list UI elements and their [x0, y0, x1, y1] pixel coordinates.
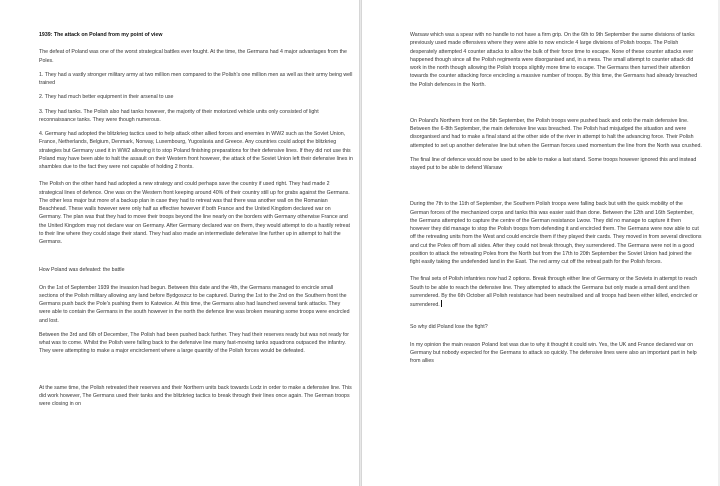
final-line-paragraph: The final line of defence would now be used to be able to make a last stand. Some troops however ignored this and instead stayed put to be able to defend Warsaw [410, 156, 697, 171]
advantage-2: 2. They had much better equipment in their arsenal to use [39, 94, 174, 101]
intro-paragraph: The defeat of Poland was one of the worst strategical battles ever fought. At the time, the Germans had 4 major advantages from the Poles. [39, 49, 347, 64]
battle-section-heading: How Poland was defeated: the battle [39, 267, 125, 274]
northern-front-paragraph: On Poland's Northern front on the 5th September, the Polish troops were pushed back and onto the main defensive line. Between the 6-8th September, the main defensive line was breached. The Polish had misjudged the situation and were disorganised and had to make a final stand at the other side of the river in attempt to halt the advancing force. Their Polish attempted to set up another defensive line but when the German forces used momentum the line from the North was crushed. [410, 117, 702, 149]
southern-front-paragraph: During the 7th to the 11th of September, the Southern Polish troops were falling back but with the quick mobility of the German forces of the mechanized corps and tanks this was easier said than done. Between the 12th and 16th September, the Germans attempted to capture the centre of the German resistance Lwow. They did no manage to capture it then however they did manage to stop the Polish troops from defending it and encircled them. The Germans were now able to cut off the retreating units from the West and could encircle them if they played their cards. They moved in from several directions and cut the Poles off from all sides. After they could not break through, they surrendered. The Germans were not in a good position to attack the retreating Poles from the North but from the 17th to 20th September the Soviet Union had joined the fight easily taking the undefended land in the East. The red army cut off the retreat path for the Polish forces. [410, 201, 702, 265]
opinion-paragraph: In my opinion the main reason Poland lost was due to why it thought it could win. Yes, the UK and France declared war on Germany but nobody expected for the Germans to attack so quickly. The defensive lines were also an important part in help from allies [410, 341, 697, 364]
advantage-3: 3. They had tanks. The Polish also had tanks however, the majority of their motorized vehicle units only consisted of light reconnaissance tanks. They were though numerous. [39, 108, 319, 123]
text-cursor [441, 300, 442, 307]
september-1-paragraph: On the 1st of September 1939 the invasion had begun. Between this date and the 4th, the Germans managed to encircle small sections of the Polish military allowing any land before Bydgoszcz to be captured. During the 1st to the 2nd on the Southern front the Germans push back the Pole's pushing them to Katowice. At this time, the Germans also had launched several tank attacks. They were able to contain the Germans in the south however in the north the defence line was broken meaning some troops were encircled and lost. [39, 284, 350, 324]
advantage-1: 1. They had a vastly stronger military army at two million men compared to the Polish's one million men as well as their army being well trained [39, 71, 353, 86]
warsaw-paragraph: Warsaw which was a spear with no handle to not have a firm grip. On the 6th to 9th September the same divisions of tanks previously used made offensives where they were able to now encircle 4 large divisions of Polish troops. The Polish desperately attempted 4 counter attacks to allow the bulk of their force time to escape. None of these counter attacks ever happened though since all the Polish regiments were disorganised and, in a mess. The small attempt to counter attack did work in the north though allowing the Polish troops slightly more time to escape. The Germans then turned their attention towards the counter attacking force encircling a massive number of troops. By this time, the Germans had already breached the Polish defences in the North. [410, 32, 698, 88]
conclusion-question: So why did Poland lose the fight? [410, 324, 488, 331]
december-3-6-paragraph: Between the 3rd and 6th of December, The Polish had been pushed back further. They had their reserves ready but was not ready for what was to come. Whilst the Polish were falling back to the defensive line many fast-moving tanks squadrons outpaced the infantry. They were attempting to make a major encirclement where a large quantity of the Polish forces would be defeated. [39, 331, 350, 355]
final-sets-text: The final sets of Polish infantries now had 2 options. Break through either line of Germany or the Soviets in attempt to reach South to be able to reach the defensive line. They attempted to attack the Germans but only made a small dent and then surrendered. By the 6th October all Polish resistance had been neutralised and all troops had been either killed, encircled or surrendered. [410, 276, 698, 308]
final-sets-paragraph[interactable] [410, 275, 702, 309]
polish-plan-paragraph: The Polish on the other hand had adopted a new strategy and could perhaps save the country if used right. They had made 2 strategical lines of defence. One was on the Western front keeping around 40% of their country still up for grabs against the Germans. The other less major but more of a backup plan in case they had to retreat was that there was another wall on the Romanian Beachhead. These walls however were only half as effective however if both France and the United Kingdom declared war on Germany. The plan was that they had to move their troops beyond the line nearly on the borders with Germany otherwise France and the United Kingdom may not declare war on Germany. After Germany declared war on them, they would attempt to do a hastily retreat to their line where they could stage their stand. They had also made an intermediate defensive line further up in attempt to halt the Germans. [39, 181, 350, 245]
advantage-4: 4. Germany had adopted the blitzkrieg tactics used to help attack other allied forces and enemies in WW2 such as the Soviet Union, France, Netherlands, Belgium, Denmark, Norway, Luxembourg, Yugoslavia and Greece. Any countries could adopt the blitzkrieg strategies but Germany used it in WW2 allowing it to stop Poland finishing preparations for their defensive lines. If they did not use this Poland may have been able to halt the assault on their Western front however, the attack of the Soviet Union left their defensive lines in shambles due to the fact they were not capable of holding 2 fronts. [39, 131, 353, 170]
document-page-left[interactable] [0, 0, 359, 486]
retreat-paragraph: At the same time, the Polish retreated their reserves and their Northern units back towards Lodz in order to make a defensive line. This did work however, The Germans used their tanks and the blitzkrieg tactics to break through their lines once again. The German troops were closing in on [39, 384, 352, 407]
document-page-right[interactable] [362, 0, 720, 486]
document-title: 1939: The attack on Poland from my point of view [39, 32, 163, 38]
